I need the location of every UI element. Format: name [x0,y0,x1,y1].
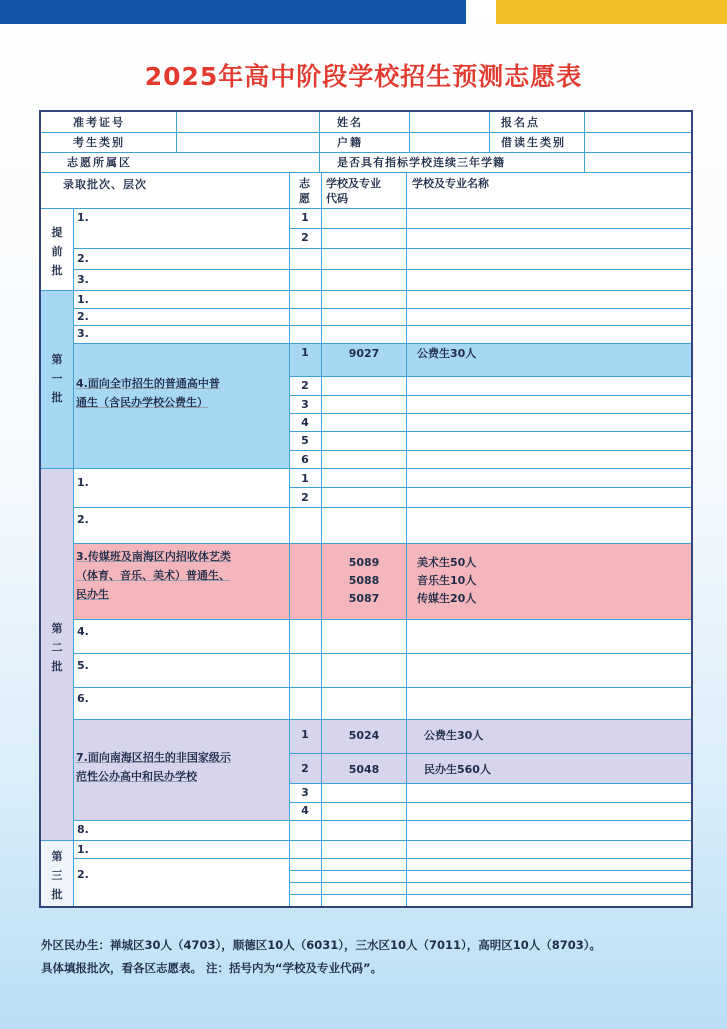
item3-code-2: 5088 [348,574,380,587]
second-item-6[interactable]: 6. [77,692,89,705]
footer-line-2: 具体填报批次，看各区志愿表。 注：括号内为“学校及专业代码”。 [41,961,383,975]
page-title: 2025年高中阶段学校招生预测志愿表 [144,62,583,91]
batch-level-header: 录取批次、层次 [63,178,147,191]
wish-header-line2: 愿 [299,192,310,205]
item3-name-3: 传媒生20人 [417,592,477,605]
second-item-5[interactable]: 5. [77,659,89,672]
code-header-line1: 学校及专业 [326,177,381,190]
first-wish-5: 5 [301,434,309,447]
footer-line-1: 外区民办生：禅城区30人（4703），顺德区10人（6031），三水区10人（7011），高明区10人（8703）。 [41,938,602,952]
second-batch-label: 第 二 批 [51,622,63,673]
registration-site-field[interactable] [585,113,692,131]
first-wish-3: 3 [301,398,309,411]
first-wish-4: 4 [301,416,309,429]
first-wish-2: 2 [301,379,309,392]
first-batch-label: 第 一 批 [51,353,63,404]
wish-header-line1: 志 [299,177,310,190]
third-batch-label: 第 三 批 [51,850,63,901]
second-wish-2: 2 [301,491,309,504]
item7-code-2: 5048 [348,763,380,776]
early-item-1[interactable]: 1. [77,211,89,224]
item3-code-1: 5089 [348,556,380,569]
item7-wish-3: 3 [301,786,309,799]
item3-name-1: 美术生50人 [417,556,477,569]
district-label: 志愿所属区 [67,156,132,169]
first-item-1[interactable]: 1. [77,293,89,306]
boarding-type-label: 借读生类别 [501,136,566,149]
third-item-1[interactable]: 1. [77,843,89,856]
first-item-3[interactable]: 3. [77,327,89,340]
second-item-7[interactable]: 7.面向南海区招生的非国家级示 范性公办高中和民办学校 [76,751,231,783]
second-item-1[interactable]: 1. [77,476,89,489]
application-form-table [39,110,693,908]
code-header-line2: 代码 [326,192,348,205]
name-header: 学校及专业名称 [412,177,489,190]
early-wish-1: 1 [301,211,309,224]
first-item-2[interactable]: 2. [77,310,89,323]
early-batch-label: 提 前 批 [51,226,63,277]
early-item-2[interactable]: 2. [77,252,89,265]
three-year-status-label: 是否具有指标学校连续三年学籍 [337,156,505,169]
name-field[interactable] [410,113,488,131]
item7-name-1: 公费生30人 [424,729,484,742]
item3-name-2: 音乐生10人 [417,574,477,587]
first-wish-6: 6 [301,453,309,466]
item7-code-1: 5024 [348,729,380,742]
exam-number-label: 准考证号 [73,116,125,129]
second-item-3[interactable]: 3.传媒班及南海区内招收体艺类 （体育、音乐、美术）普通生、 民办生 [76,550,231,601]
footer-note [41,934,721,980]
second-item-4[interactable]: 4. [77,625,89,638]
early-item-3[interactable]: 3. [77,273,89,286]
first-wish-1: 1 [301,346,309,359]
candidate-type-field[interactable] [177,133,318,151]
top-blue-bar [0,0,466,24]
first-entry-name: 公费生30人 [417,347,477,360]
third-item-2[interactable]: 2. [77,868,89,881]
item7-wish-4: 4 [301,804,309,817]
household-label: 户籍 [337,136,363,149]
name-label: 姓名 [337,116,363,129]
boarding-type-field[interactable] [585,133,692,151]
second-wish-1: 1 [301,472,309,485]
item3-code-3: 5087 [348,592,380,605]
household-field[interactable] [410,133,488,151]
item7-wish-2: 2 [301,762,309,775]
candidate-type-label: 考生类别 [73,136,125,149]
early-wish-2: 2 [301,231,309,244]
exam-number-field[interactable] [177,113,318,131]
first-entry-code: 9027 [348,347,380,360]
first-item-4[interactable]: 4.面向全市招生的普通高中普 通生（含民办学校公费生） [76,377,220,409]
three-year-status-field[interactable] [585,153,692,171]
registration-site-label: 报名点 [501,116,540,129]
top-yellow-bar [496,0,727,24]
district-field[interactable] [177,153,318,171]
second-item-2[interactable]: 2. [77,513,89,526]
second-item-8[interactable]: 8. [77,823,89,836]
item7-name-2: 民办生560人 [424,763,491,776]
item7-wish-1: 1 [301,728,309,741]
